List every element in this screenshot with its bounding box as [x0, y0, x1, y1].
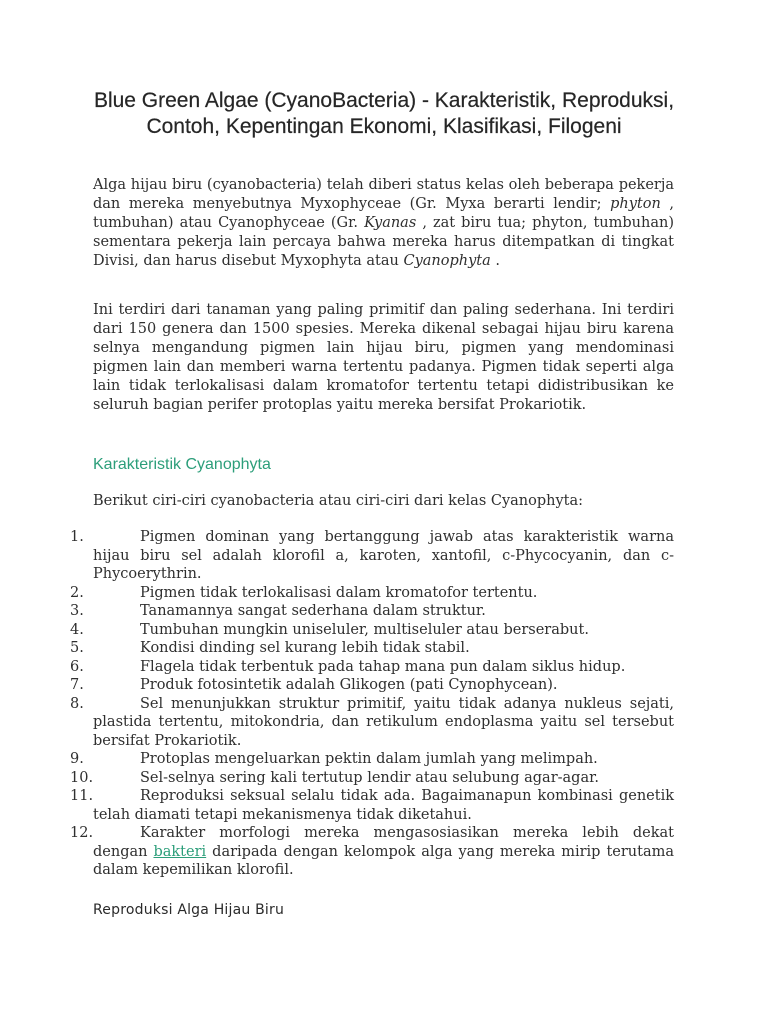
list-item: [0, 602, 768, 621]
section-intro: Berikut ciri-ciri cyanobacteria atau ciri-ciri dari kelas Cyanophyta:: [93, 493, 584, 509]
list-item-text: Pigmen dominan yang bertanggung jawab atas karakteristik warna hijau biru sel adalah klorofil a, karoten, xantofil, c-Phycocyanin, dan c-Phycoerythrin.: [93, 529, 674, 582]
italic-term: Kyanas: [364, 215, 417, 231]
list-item-text: [93, 824, 674, 880]
list-item-text: Reproduksi seksual selalu tidak ada. Bagaimanapun kombinasi genetik telah diamati tetapi mekanismenya tidak diketahui.: [93, 788, 674, 823]
list-item-text: Pigmen tidak terlokalisasi dalam kromatofor tertentu.: [140, 584, 538, 601]
list-item: [0, 750, 768, 769]
text-span: daripada dengan kelompok alga yang mereka mirip terutama dalam kepemilikan klorofil.: [93, 843, 674, 878]
list-number: 9.: [70, 751, 84, 767]
list-item: [0, 639, 768, 658]
text-span: .: [490, 253, 500, 269]
section-heading-karakteristik: Karakteristik Cyanophyta: [93, 456, 271, 473]
italic-term: Cyanophyta: [403, 253, 491, 269]
list-item: [0, 676, 768, 695]
list-number: 3.: [70, 603, 84, 619]
list-item: [0, 824, 768, 880]
bakteri-link[interactable]: bakteri: [153, 843, 207, 860]
list-item-text: Tanamannya sangat sederhana dalam struktur.: [140, 603, 486, 619]
list-number: 5.: [70, 640, 84, 656]
list-number: 11.: [70, 788, 94, 804]
text-span: , zat biru tua; phyton, tumbuhan) sementara pekerja lain percaya bahwa mereka harus ditempatkan di tingkat Divisi, dan harus disebut Myxophyta atau: [93, 215, 674, 269]
list-item-text: Kondisi dinding sel kurang lebih tidak stabil.: [140, 640, 470, 656]
list-number: 7.: [70, 677, 84, 693]
list-number: 1.: [70, 529, 84, 545]
list-number: 8.: [70, 695, 84, 712]
text-span: Alga hijau biru (cyanobacteria) telah diberi status kelas oleh beberapa pekerja dan mereka menyebutnya Myxophyceae (Gr. Myxa berarti lendir;: [93, 177, 674, 212]
list-item-text: Tumbuhan mungkin uniseluler, multiseluler atau berserabut.: [140, 621, 589, 638]
list-number: 6.: [70, 658, 84, 675]
list-item: [0, 528, 768, 584]
intro-paragraph-1: [93, 176, 674, 271]
list-number: 10.: [70, 769, 94, 786]
list-item-text: Produk fotosintetik adalah Glikogen (pati Cynophycean).: [140, 677, 558, 693]
italic-term: phyton: [610, 196, 661, 212]
list-item: [0, 769, 768, 788]
list-item: [0, 787, 768, 824]
intro-paragraph-2: Ini terdiri dari tanaman yang paling primitif dan paling sederhana. Ini terdiri dari 150 genera dan 1500 spesies. Mereka dikenal sebagai hijau biru karena selnya mengandung pigmen lain hijau biru, pigmen yang mendominasi pigmen lain dan memberi warna tertentu padanya. Pigmen tidak seperti alga lain tidak terlokalisasi dalam kromatofor tertentu tetapi didistribusikan ke seluruh bagian perifer protoplas yaitu mereka bersifat Prokariotik.: [93, 302, 674, 413]
list-number: 4.: [70, 621, 84, 638]
list-item: [0, 584, 768, 603]
text-span: , tumbuhan) atau Cyanophyceae (Gr.: [93, 196, 674, 231]
list-item-text: Sel-selnya sering kali tertutup lendir atau selubung agar-agar.: [140, 769, 600, 786]
list-item-text: Sel menunjukkan struktur primitif, yaitu tidak adanya nukleus sejati, plastida tertentu, mitokondria, dan retikulum endoplasma yaitu sel tersebut bersifat Prokariotik.: [93, 695, 674, 749]
list-item-text: Protoplas mengeluarkan pektin dalam jumlah yang melimpah.: [140, 751, 598, 767]
list-item: [0, 658, 768, 677]
list-number: 12.: [70, 825, 94, 841]
list-item: [0, 695, 768, 751]
characteristics-list: [0, 528, 768, 880]
section-heading-reproduksi: Reproduksi Alga Hijau Biru: [93, 902, 285, 918]
list-number: 2.: [70, 584, 84, 601]
text-span: Karakter morfologi mereka mengasosiasikan mereka lebih dekat dengan: [93, 825, 674, 860]
list-item: [0, 621, 768, 640]
list-item-text: Flagela tidak terbentuk pada tahap mana pun dalam siklus hidup.: [140, 658, 626, 675]
page-title: Blue Green Algae (CyanoBacteria) - Karakteristik, Reproduksi, Contoh, Kepentingan Ekonomi, Klasifikasi, Filogeni: [93, 89, 675, 138]
